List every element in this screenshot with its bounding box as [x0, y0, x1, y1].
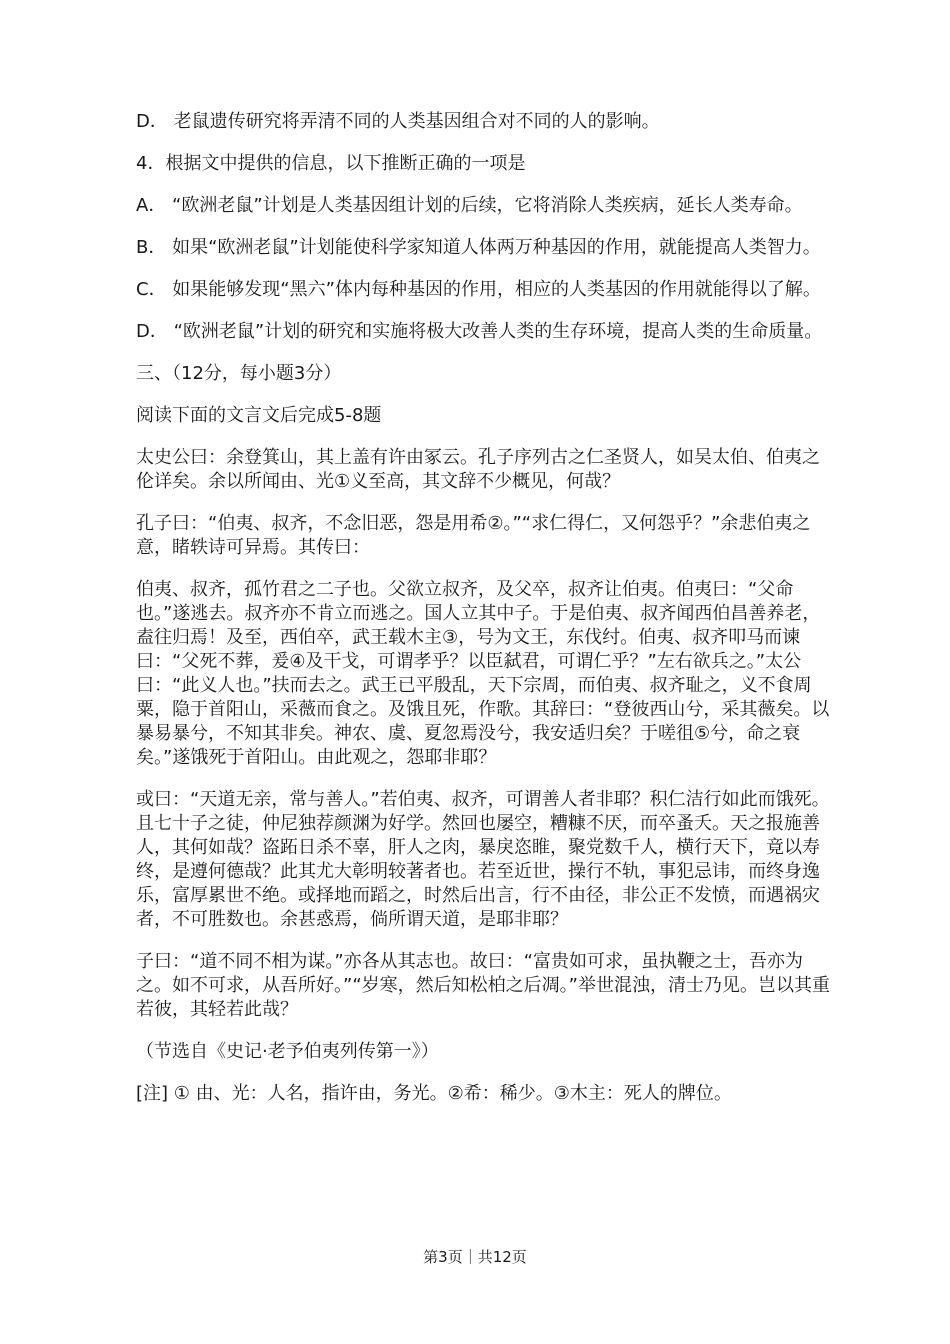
classical-text-paragraph-2: 孔子曰：“伯夷、叔齐，不念旧恶，怨是用希②。”“求仁得仁，又何怨乎？”余悲伯夷之意，睹轶诗可异焉。其传曰： [136, 513, 811, 558]
option-a-q4: A． “欧洲老鼠”计划是人类基因组计划的后续，它将消除人类疾病，延长人类寿命。 [136, 195, 803, 216]
option-b-q4: B． 如果“欧洲老鼠”计划能使科学家知道人体两万种基因的作用，就能提高人类智力。 [136, 237, 821, 258]
option-d-q4: D． “欧洲老鼠”计划的研究和实施将极大改善人类的生存环境，提高人类的生命质量。 [136, 321, 823, 342]
classical-text-paragraph-4: 或曰：“天道无亲，常与善人。”若伯夷、叔齐，可谓善人者非耶？积仁洁行如此而饿死。且七十子之徒，仲尼独荐颜渊为好学。然回也屡空，糟糠不厌，而卒蚤夭。天之报施善人，其何如哉？盗跖日杀不辜，肝人之肉，暴戾恣睢，聚党数千人，横行天下，竟以寿终，是遵何德哉？此其尤大彰明较著者也。若至近世，操行不轨，事犯忌讳，而终身逸乐，富厚累世不绝。或择地而蹈之，时然后出言，行不由径，非公正不发愤，而遇祸灾者，不可胜数也。余甚惑焉，倘所谓天道，是耶非耶？ [136, 789, 830, 930]
source-citation: （节选自《史记·老予伯夷列传第一》） [136, 1041, 439, 1062]
classical-text-paragraph-3: 伯夷、叔齐，孤竹君之二子也。父欲立叔齐，及父卒，叔齐让伯夷。伯夷曰：“父命也。”遂逃去。叔齐亦不肯立而逃之。国人立其中子。于是伯夷、叔齐闻西伯昌善养老，盍往归焉！及至，西伯卒，武王载木主③，号为文王，东伐纣。伯夷、叔齐叩马而谏曰：“父死不葬，爰④及干戈，可谓孝乎？以臣弑君，可谓仁乎？”左右欲兵之。”太公曰：“此义人也。”扶而去之。武王已平殷乱，天下宗周，而伯夷、叔齐耻之，义不食周粟，隐于首阳山，采薇而食之。及饿且死，作歌。其辞曰：“登彼西山兮，采其薇矣。以暴易暴兮，不知其非矣。神农、虞、夏忽焉没兮，我安适归矣？于嗟徂⑤兮，命之衰矣。”遂饿死于首阳山。由此观之，怨耶非耶？ [136, 579, 830, 768]
document-body [136, 110, 836, 1124]
question-4: 4．根据文中提供的信息，以下推断正确的一项是 [136, 153, 526, 174]
option-c-q4: C． 如果能够发现“黑六”体内每种基因的作用，相应的人类基因的作用就能得以了解。 [136, 279, 821, 300]
reading-instruction: 阅读下面的文言文后完成5-8题 [136, 405, 382, 426]
annotation-notes: [注] ① 由、光：人名，指许由，务光。②希：稀少。③木主：死人的牌位。 [136, 1083, 732, 1104]
page-footer: 第3页｜共12页 [423, 1248, 527, 1266]
section-three-heading: 三、（12分，每小题3分） [136, 363, 342, 384]
classical-text-paragraph-5: 子曰：“道不同不相为谋。”亦各从其志也。故曰：“富贵如可求，虽执鞭之士，吾亦为之。如不可求，从吾所好。”“岁寒，然后知松柏之后凋。”举世混浊，清士乃见。岂以其重若彼，其轻若此哉？ [136, 951, 830, 1020]
classical-text-paragraph-1: 太史公曰：余登箕山，其上盖有许由冢云。孔子序列古之仁圣贤人，如吴太伯、伯夷之伦详矣。余以所闻由、光①义至高，其文辞不少概见，何哉？ [136, 447, 820, 492]
option-d-q3: D． 老鼠遗传研究将弄清不同的人类基因组合对不同的人的影响。 [136, 111, 660, 132]
